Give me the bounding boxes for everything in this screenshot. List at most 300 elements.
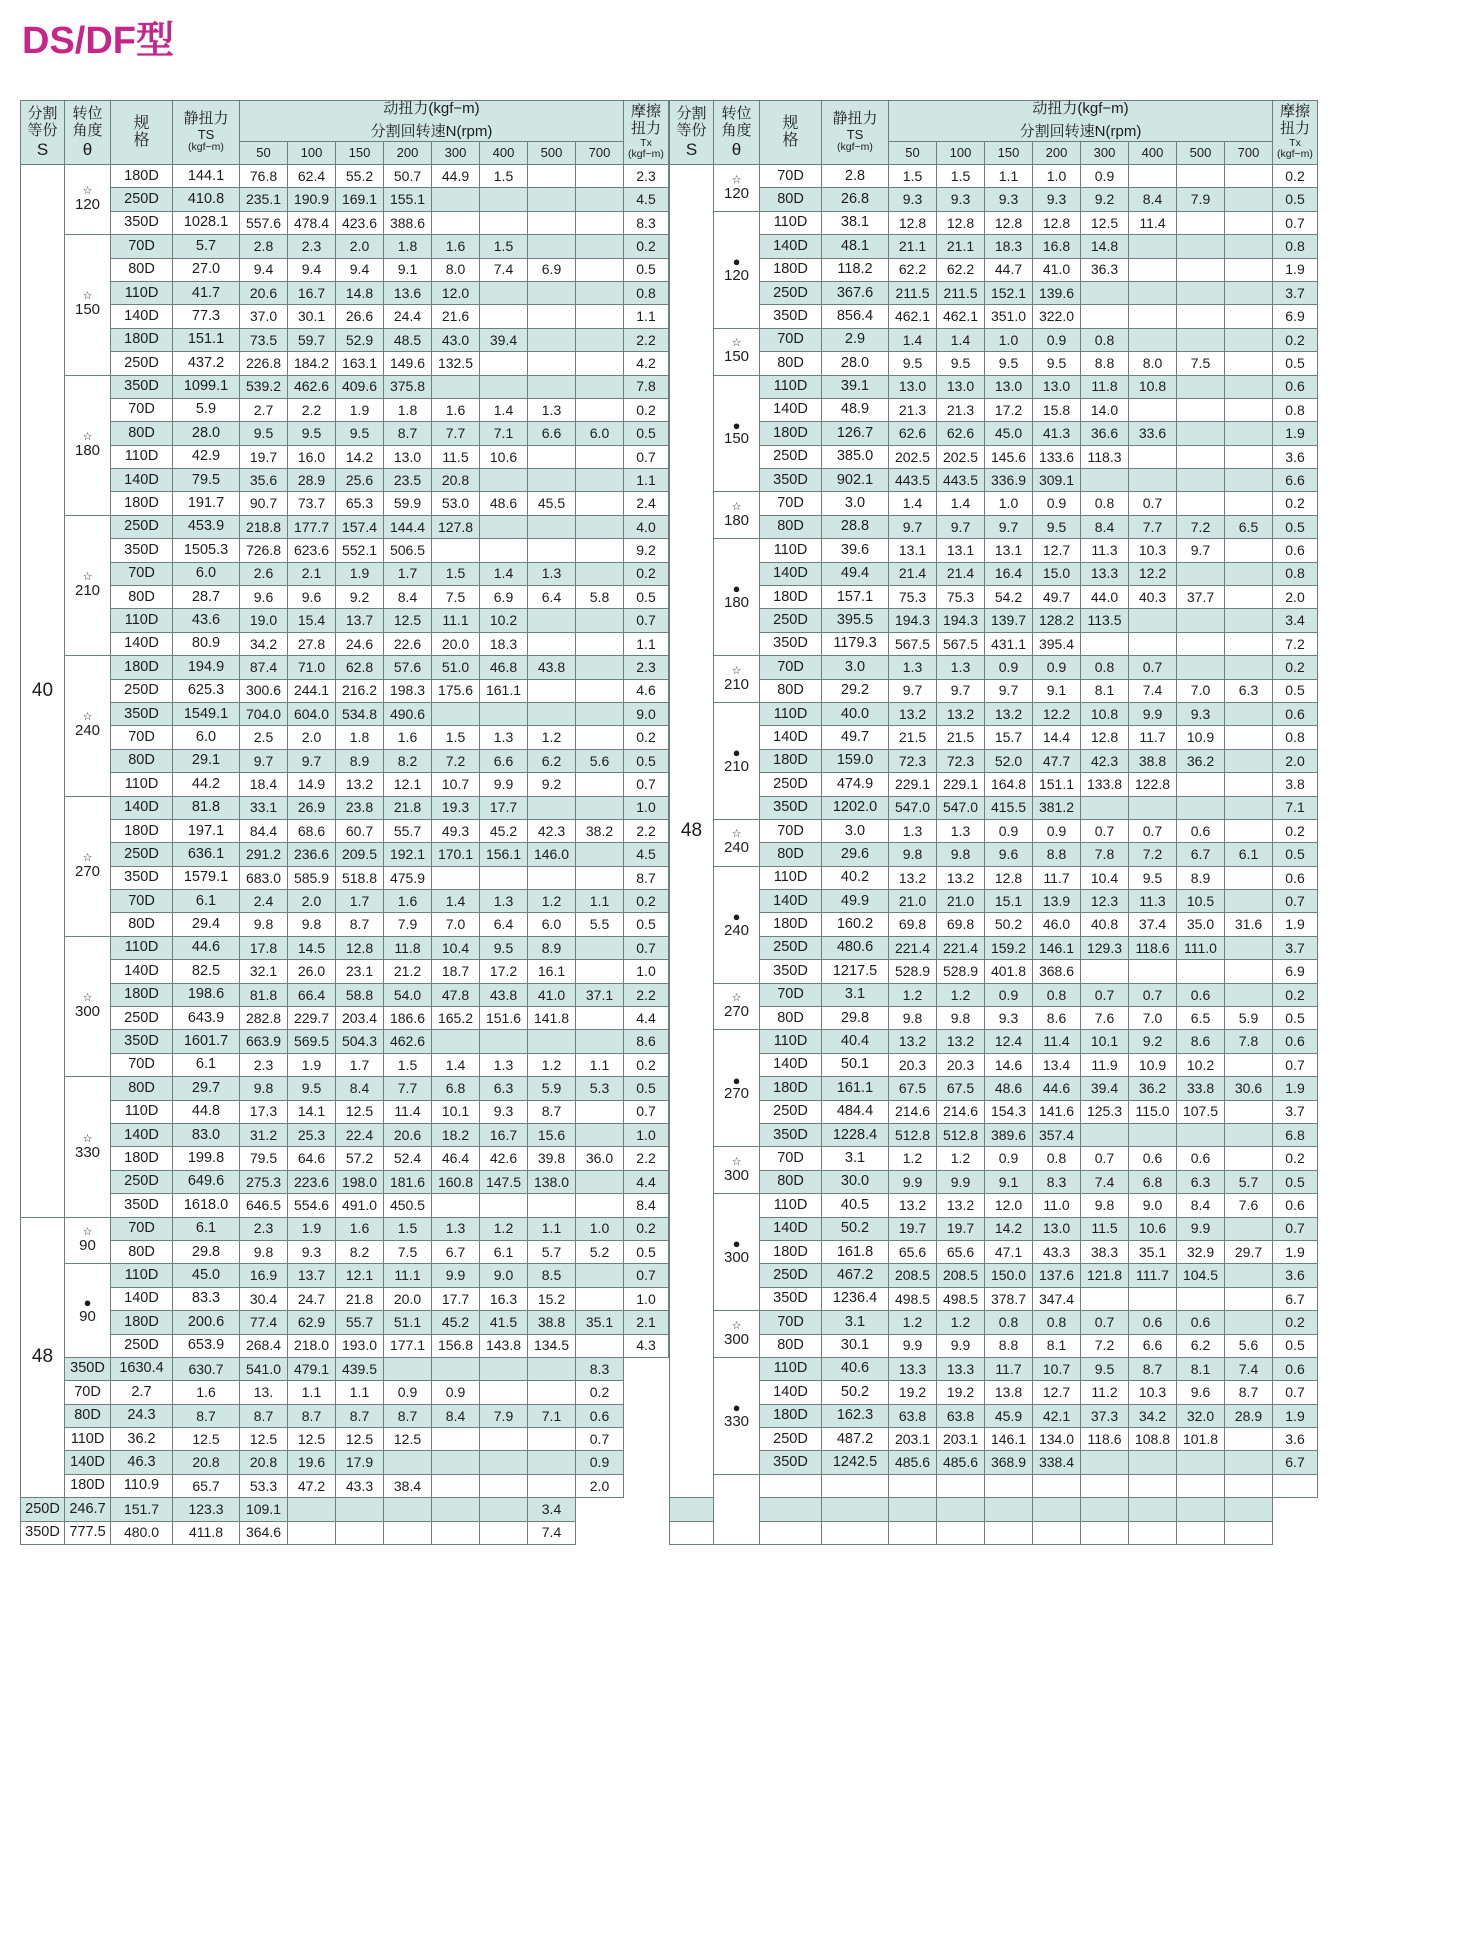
dynamic-torque-cell-150: 409.6: [336, 375, 384, 398]
friction-torque-cell: 1.0: [624, 796, 669, 819]
dynamic-torque-cell-50: 81.8: [240, 983, 288, 1006]
model-spec-cell: 250D: [111, 188, 173, 211]
dynamic-torque-cell-100: 9.5: [288, 422, 336, 445]
table-row: [21, 1053, 669, 1076]
dynamic-torque-cell-500: 6.6: [528, 422, 576, 445]
friction-torque-cell: 0.7: [624, 1264, 669, 1287]
dynamic-torque-cell-150: 8.9: [336, 749, 384, 772]
dynamic-torque-cell-700: [1225, 492, 1273, 515]
dynamic-torque-cell-50: 202.5: [889, 445, 937, 468]
dynamic-torque-cell-200: 388.6: [384, 211, 432, 234]
index-angle-cell: [65, 1077, 111, 1217]
friction-torque-cell: 9.2: [624, 539, 669, 562]
dynamic-torque-cell-400: [480, 539, 528, 562]
table-row: [670, 1311, 1318, 1334]
dynamic-torque-cell-100: 443.5: [937, 469, 985, 492]
dynamic-torque-cell-50: 2.3: [240, 1217, 288, 1240]
dynamic-torque-cell-400: 17.7: [480, 796, 528, 819]
model-spec-cell: 70D: [111, 562, 173, 585]
friction-torque-cell: 0.7: [1273, 1381, 1318, 1404]
friction-torque-cell: 1.0: [624, 1124, 669, 1147]
dynamic-torque-cell-700: [576, 1334, 624, 1357]
static-torque-cell: 48.1: [822, 235, 889, 258]
friction-torque-cell: 1.9: [1273, 913, 1318, 936]
dynamic-torque-cell-100: 13.0: [937, 375, 985, 398]
static-torque-cell: 28.7: [173, 586, 240, 609]
dynamic-torque-cell-150: 12.5: [336, 1100, 384, 1123]
dynamic-torque-cell-100: 202.5: [937, 445, 985, 468]
dynamic-torque-cell-700: [1225, 1287, 1273, 1310]
friction-torque-cell: 0.2: [1273, 164, 1318, 187]
static-torque-cell: 44.6: [173, 936, 240, 959]
dynamic-torque-cell-300: 18.7: [432, 960, 480, 983]
dynamic-torque-cell-150: 157.4: [336, 515, 384, 538]
dynamic-torque-cell-150: 9.1: [985, 1170, 1033, 1193]
angle-value: 150: [74, 301, 101, 319]
dynamic-torque-cell-150: 1.9: [336, 562, 384, 585]
table-row: [670, 1498, 1318, 1521]
dynamic-torque-cell-500: 6.5: [1177, 1007, 1225, 1030]
dynamic-torque-cell-300: 20.8: [432, 469, 480, 492]
dynamic-torque-cell-500: [528, 328, 576, 351]
dot-icon: ●: [732, 1072, 741, 1088]
model-spec-cell: 80D: [760, 352, 822, 375]
model-spec-cell: 250D: [760, 1100, 822, 1123]
static-torque-cell: 28.0: [173, 422, 240, 445]
dynamic-torque-cell-400: [1129, 235, 1177, 258]
dynamic-torque-cell-200: 0.9: [1033, 656, 1081, 679]
friction-torque-cell: 0.2: [1273, 328, 1318, 351]
model-spec-cell: 350D: [111, 211, 173, 234]
header-dynamic-torque: 动扭力(kgf−m) 分割回转速N(rpm): [240, 101, 624, 142]
dynamic-torque-cell-400: 161.1: [480, 679, 528, 702]
dynamic-torque-cell-200: 8.8: [1033, 843, 1081, 866]
dynamic-torque-cell-500: 33.8: [1177, 1077, 1225, 1100]
dynamic-torque-cell-200: 1.5: [384, 1053, 432, 1076]
dynamic-torque-cell-500: [1177, 469, 1225, 492]
static-torque-cell: 636.1: [173, 843, 240, 866]
dynamic-torque-cell-300: [1033, 1498, 1081, 1521]
table-row: [670, 445, 1318, 468]
static-torque-cell: 29.7: [173, 1077, 240, 1100]
model-spec-cell: 250D: [111, 515, 173, 538]
static-torque-cell: 49.7: [822, 726, 889, 749]
dynamic-torque-cell-150: 364.6: [240, 1521, 288, 1544]
static-torque-cell: 3.0: [822, 819, 889, 842]
dynamic-torque-cell-200: 7.7: [384, 1077, 432, 1100]
dynamic-torque-cell-300: 6.8: [432, 1077, 480, 1100]
static-torque-cell: 484.4: [822, 1100, 889, 1123]
dynamic-torque-cell-700: 38.2: [576, 819, 624, 842]
model-spec-cell: 350D: [760, 632, 822, 655]
dynamic-torque-cell-150: 9.5: [985, 352, 1033, 375]
table-row: [670, 515, 1318, 538]
static-torque-cell: 1242.5: [822, 1451, 889, 1474]
star-icon: ☆: [731, 1319, 742, 1332]
model-spec-cell: 110D: [760, 375, 822, 398]
dynamic-torque-cell-400: [480, 281, 528, 304]
static-torque-cell: 480.6: [822, 936, 889, 959]
dynamic-torque-cell-500: [1177, 632, 1225, 655]
dynamic-torque-cell-300: 12.8: [1081, 726, 1129, 749]
dynamic-torque-cell-700: [1225, 328, 1273, 351]
dynamic-torque-cell-150: 47.1: [985, 1240, 1033, 1263]
dynamic-torque-cell-400: [1129, 960, 1177, 983]
dynamic-torque-cell-500: [480, 1474, 528, 1497]
dynamic-torque-cell-100: 194.3: [937, 609, 985, 632]
dynamic-torque-cell-300: 13.3: [1081, 562, 1129, 585]
dynamic-torque-cell-150: 1.9: [336, 398, 384, 421]
dynamic-torque-cell-300: 129.3: [1081, 936, 1129, 959]
dynamic-torque-cell-100: 20.3: [937, 1053, 985, 1076]
dynamic-torque-cell-150: 1.7: [336, 890, 384, 913]
dynamic-torque-cell-400: 48.6: [480, 492, 528, 515]
dynamic-torque-cell-500: [432, 1521, 480, 1544]
dynamic-torque-cell-50: 18.4: [240, 773, 288, 796]
dynamic-torque-cell-50: 9.5: [240, 422, 288, 445]
dynamic-torque-cell-200: 0.9: [1033, 819, 1081, 842]
dynamic-torque-cell-300: 0.8: [1081, 328, 1129, 351]
dynamic-torque-cell-200: 51.1: [384, 1311, 432, 1334]
table-row: [670, 422, 1318, 445]
dynamic-torque-cell-300: 7.2: [1081, 1334, 1129, 1357]
dynamic-torque-cell-500: 6.3: [1177, 1170, 1225, 1193]
dynamic-torque-cell-50: 2.3: [240, 1053, 288, 1076]
dynamic-torque-cell-150: 15.7: [985, 726, 1033, 749]
index-angle-cell: [714, 1357, 760, 1474]
dynamic-torque-cell-400: 108.8: [1129, 1428, 1177, 1451]
dynamic-torque-cell-200: 12.1: [384, 773, 432, 796]
dynamic-torque-cell-700: [576, 1124, 624, 1147]
model-spec-cell: 140D: [760, 235, 822, 258]
dynamic-torque-cell-500: 7.5: [1177, 352, 1225, 375]
dynamic-torque-cell-400: [1129, 1474, 1177, 1497]
friction-torque-cell: 0.5: [1273, 679, 1318, 702]
friction-torque-cell: 0.5: [1273, 1334, 1318, 1357]
model-spec-cell: 250D: [111, 843, 173, 866]
dynamic-torque-cell-400: 18.3: [480, 632, 528, 655]
dynamic-torque-cell-200: 475.9: [384, 866, 432, 889]
friction-torque-cell: 2.2: [624, 983, 669, 1006]
dynamic-torque-cell-700: [576, 515, 624, 538]
dynamic-torque-cell-50: 16.9: [240, 1264, 288, 1287]
header-speed-400: 400: [1129, 141, 1177, 164]
dynamic-torque-cell-150: 150.0: [985, 1264, 1033, 1287]
dynamic-torque-cell-400: 1.4: [480, 398, 528, 421]
friction-torque-cell: 2.0: [1273, 749, 1318, 772]
dynamic-torque-cell-400: 0.7: [1129, 656, 1177, 679]
header-dynamic-torque: 动扭力(kgf−m) 分割回转速N(rpm): [889, 101, 1273, 142]
dynamic-torque-cell-50: 35.6: [240, 469, 288, 492]
dynamic-torque-cell-50: 34.2: [240, 632, 288, 655]
dynamic-torque-cell-700: 1.1: [576, 890, 624, 913]
dynamic-torque-cell-300: 121.8: [1081, 1264, 1129, 1287]
static-torque-cell: 50.2: [822, 1381, 889, 1404]
friction-torque-cell: 2.0: [576, 1474, 624, 1497]
dynamic-torque-cell-150: 159.2: [985, 936, 1033, 959]
dynamic-torque-cell-50: 72.3: [889, 749, 937, 772]
dynamic-torque-cell-300: 0.9: [384, 1381, 432, 1404]
dynamic-torque-cell-500: [528, 1030, 576, 1053]
friction-torque-cell: 6.6: [1273, 469, 1318, 492]
dynamic-torque-cell-700: [576, 1100, 624, 1123]
table-row: [21, 1240, 669, 1263]
dynamic-torque-cell-50: 2.8: [240, 235, 288, 258]
dynamic-torque-cell-700: [528, 1474, 576, 1497]
dynamic-torque-cell-200: 13.0: [1033, 375, 1081, 398]
dynamic-torque-cell-50: 8.7: [173, 1404, 240, 1427]
dynamic-torque-cell-50: 291.2: [240, 843, 288, 866]
dynamic-torque-cell-300: 42.3: [1081, 749, 1129, 772]
dynamic-torque-cell-500: 9.2: [528, 773, 576, 796]
table-row: [21, 211, 669, 234]
friction-torque-cell: 0.8: [1273, 562, 1318, 585]
table-row: [670, 352, 1318, 375]
star-icon: ☆: [82, 430, 93, 443]
dynamic-torque-cell-300: 1.4: [432, 890, 480, 913]
dynamic-torque-cell-500: [1177, 609, 1225, 632]
dynamic-torque-cell-300: 11.3: [1081, 539, 1129, 562]
model-spec-cell: 70D: [111, 1053, 173, 1076]
dynamic-torque-cell-150: 9.7: [985, 515, 1033, 538]
dynamic-torque-cell-200: 11.8: [384, 936, 432, 959]
static-torque-cell: 49.9: [822, 890, 889, 913]
dynamic-torque-cell-150: 55.7: [336, 1311, 384, 1334]
dynamic-torque-cell-400: 8.0: [1129, 352, 1177, 375]
static-torque-cell: 43.6: [173, 609, 240, 632]
dynamic-torque-cell-50: 229.1: [889, 773, 937, 796]
dynamic-torque-cell-150: 25.6: [336, 469, 384, 492]
dynamic-torque-cell-700: [576, 562, 624, 585]
table-row: [670, 1217, 1318, 1240]
dynamic-torque-cell-500: 104.5: [1177, 1264, 1225, 1287]
friction-torque-cell: 0.9: [576, 1451, 624, 1474]
static-torque-cell: 151.1: [173, 328, 240, 351]
dynamic-torque-cell-50: 208.5: [889, 1264, 937, 1287]
index-angle-cell: [714, 1030, 760, 1147]
dynamic-torque-cell-400: 34.2: [1129, 1404, 1177, 1427]
dynamic-torque-cell-700: [576, 866, 624, 889]
static-torque-cell: 1601.7: [173, 1030, 240, 1053]
dynamic-torque-cell-50: 37.0: [240, 305, 288, 328]
dynamic-torque-cell-300: 38.3: [1081, 1240, 1129, 1263]
dynamic-torque-cell-200: 506.5: [384, 539, 432, 562]
table-row: [670, 305, 1318, 328]
dynamic-torque-cell-100: 512.8: [937, 1124, 985, 1147]
model-spec-cell: 110D: [760, 211, 822, 234]
model-spec-cell: 350D: [111, 702, 173, 725]
dynamic-torque-cell-100: 478.4: [288, 211, 336, 234]
dynamic-torque-cell-400: 11.7: [1129, 726, 1177, 749]
table-row: [670, 375, 1318, 398]
dynamic-torque-cell-300: 36.3: [1081, 258, 1129, 281]
table-row: [21, 1381, 669, 1404]
dynamic-torque-cell-500: 6.2: [1177, 1334, 1225, 1357]
static-torque-cell: 6.1: [173, 890, 240, 913]
dynamic-torque-cell-100: 623.6: [288, 539, 336, 562]
dynamic-torque-cell-400: 1.3: [480, 890, 528, 913]
dynamic-torque-cell-700: [576, 211, 624, 234]
model-spec-cell: 350D: [760, 305, 822, 328]
dynamic-torque-cell-400: [1129, 796, 1177, 819]
table-row: [670, 492, 1318, 515]
model-spec-cell: 140D: [111, 1124, 173, 1147]
angle-value: 210: [74, 582, 101, 600]
dynamic-torque-cell-500: 7.9: [480, 1404, 528, 1427]
dynamic-torque-cell-300: 14.0: [1081, 398, 1129, 421]
dynamic-torque-cell-700: [1225, 1217, 1273, 1240]
dynamic-torque-cell-150: 504.3: [336, 1030, 384, 1053]
friction-torque-cell: 0.6: [1273, 1357, 1318, 1380]
dynamic-torque-cell-200: 1.7: [384, 562, 432, 585]
friction-torque-cell: 0.5: [624, 586, 669, 609]
dynamic-torque-cell-400: [1129, 328, 1177, 351]
table-row: [670, 188, 1318, 211]
dynamic-torque-cell-300: 45.2: [432, 1311, 480, 1334]
header-speed-700: 700: [1225, 141, 1273, 164]
dynamic-torque-cell-200: 146.1: [1033, 936, 1081, 959]
dynamic-torque-cell-200: 13.0: [384, 445, 432, 468]
dynamic-torque-cell-150: 23.8: [336, 796, 384, 819]
friction-torque-cell: 2.3: [624, 656, 669, 679]
table-row: [21, 1474, 669, 1497]
table-row: [21, 1264, 669, 1287]
dynamic-torque-cell-500: [528, 281, 576, 304]
dot-icon: ●: [732, 254, 741, 270]
star-icon: ☆: [731, 828, 742, 841]
dynamic-torque-cell-400: 11.4: [1129, 211, 1177, 234]
dynamic-torque-cell-200: 49.7: [1033, 586, 1081, 609]
dynamic-torque-cell-100: 13.1: [937, 539, 985, 562]
header-speed-200: 200: [1033, 141, 1081, 164]
dynamic-torque-cell-700: [1177, 1521, 1225, 1544]
dynamic-torque-cell-700: [1225, 1451, 1273, 1474]
table-row: [21, 936, 669, 959]
dynamic-torque-cell-50: 90.7: [240, 492, 288, 515]
dynamic-torque-cell-700: 5.3: [576, 1077, 624, 1100]
dynamic-torque-cell-200: 9.5: [1033, 352, 1081, 375]
dynamic-torque-cell-200: 141.6: [1033, 1100, 1081, 1123]
dynamic-torque-cell-500: 8.9: [528, 936, 576, 959]
dynamic-torque-cell-400: 6.6: [1129, 1334, 1177, 1357]
dynamic-torque-cell-100: 411.8: [173, 1521, 240, 1544]
dynamic-torque-cell-100: 13.3: [937, 1357, 985, 1380]
dynamic-torque-cell-300: 10.1: [432, 1100, 480, 1123]
friction-torque-cell: 8.6: [624, 1030, 669, 1053]
model-spec-cell: 140D: [111, 960, 173, 983]
dynamic-torque-cell-200: 42.1: [1033, 1404, 1081, 1427]
dynamic-torque-cell-700: [1225, 632, 1273, 655]
dynamic-torque-cell-200: 13.0: [1033, 1217, 1081, 1240]
dynamic-torque-cell-100: 62.9: [288, 1311, 336, 1334]
dynamic-torque-cell-500: 36.2: [1177, 749, 1225, 772]
dynamic-torque-cell-150: 389.6: [985, 1124, 1033, 1147]
model-spec-cell: 250D: [760, 1264, 822, 1287]
dynamic-torque-cell-400: 7.7: [1129, 515, 1177, 538]
dynamic-torque-cell-700: [1225, 164, 1273, 187]
dynamic-torque-cell-300: 17.7: [432, 1287, 480, 1310]
dynamic-torque-cell-300: [1081, 1124, 1129, 1147]
table-row: [670, 539, 1318, 562]
static-torque-cell: 1099.1: [173, 375, 240, 398]
dynamic-torque-cell-100: 229.7: [288, 1007, 336, 1030]
dynamic-torque-cell-700: [1225, 609, 1273, 632]
dynamic-torque-cell-150: 109.1: [240, 1498, 288, 1521]
dynamic-torque-cell-500: 32.0: [1177, 1404, 1225, 1427]
dynamic-torque-cell-50: 19.7: [240, 445, 288, 468]
dynamic-torque-cell-100: 24.7: [288, 1287, 336, 1310]
model-spec-cell: 140D: [111, 469, 173, 492]
dynamic-torque-cell-500: [1177, 328, 1225, 351]
dynamic-torque-cell-100: 14.9: [288, 773, 336, 796]
dynamic-torque-cell-300: 0.7: [1081, 983, 1129, 1006]
dynamic-torque-cell-700: 6.3: [1225, 679, 1273, 702]
dynamic-torque-cell-50: 1.5: [889, 164, 937, 187]
dynamic-torque-cell-400: 10.6: [480, 445, 528, 468]
dynamic-torque-cell-700: [1225, 702, 1273, 725]
dynamic-torque-cell-200: 368.6: [1033, 960, 1081, 983]
dynamic-torque-cell-300: 51.0: [432, 656, 480, 679]
dynamic-torque-cell-100: 223.6: [288, 1170, 336, 1193]
static-torque-cell: 1228.4: [822, 1124, 889, 1147]
table-row: [21, 819, 669, 842]
model-spec-cell: 70D: [65, 1381, 111, 1404]
angle-value: 240: [723, 839, 750, 857]
dynamic-torque-cell-150: 401.8: [985, 960, 1033, 983]
dynamic-torque-cell-300: 37.3: [1081, 1404, 1129, 1427]
dynamic-torque-cell-500: [528, 305, 576, 328]
dynamic-torque-cell-500: 1.3: [528, 562, 576, 585]
friction-torque-cell: 1.9: [1273, 258, 1318, 281]
dynamic-torque-cell-700: [576, 960, 624, 983]
dynamic-torque-cell-200: 20.6: [384, 1124, 432, 1147]
model-spec-cell: 350D: [21, 1521, 65, 1544]
header-speed-150: 150: [985, 141, 1033, 164]
dynamic-torque-cell-400: 0.6: [1129, 1311, 1177, 1334]
dynamic-torque-cell-150: 9.5: [336, 422, 384, 445]
model-spec-cell: 140D: [760, 398, 822, 421]
dynamic-torque-cell-100: 541.0: [240, 1357, 288, 1380]
static-torque-cell: 49.4: [822, 562, 889, 585]
dynamic-torque-cell-150: 44.7: [985, 258, 1033, 281]
dynamic-torque-cell-150: 13.2: [336, 773, 384, 796]
table-row: [670, 1077, 1318, 1100]
dynamic-torque-cell-50: 76.8: [240, 164, 288, 187]
dynamic-torque-cell-500: [528, 211, 576, 234]
dynamic-torque-cell-500: 138.0: [528, 1170, 576, 1193]
dynamic-torque-cell-300: 125.3: [1081, 1100, 1129, 1123]
dynamic-torque-cell-200: 24.4: [384, 305, 432, 328]
dynamic-torque-cell-100: 2.0: [288, 890, 336, 913]
header-speed-300: 300: [432, 141, 480, 164]
dynamic-torque-cell-300: 170.1: [432, 843, 480, 866]
table-row: [21, 796, 669, 819]
dynamic-torque-cell-100: 9.7: [288, 749, 336, 772]
dynamic-torque-cell-50: 67.5: [889, 1077, 937, 1100]
model-spec-cell: 180D: [760, 913, 822, 936]
model-spec-cell: 140D: [111, 632, 173, 655]
model-spec-cell: 180D: [111, 328, 173, 351]
dynamic-torque-cell-150: 8.7: [336, 913, 384, 936]
dynamic-torque-cell-50: 1.2: [889, 1311, 937, 1334]
dynamic-torque-cell-50: 218.8: [240, 515, 288, 538]
table-row: [670, 1357, 1318, 1380]
dynamic-torque-cell-700: [1225, 936, 1273, 959]
model-spec-cell: 70D: [760, 1147, 822, 1170]
dynamic-torque-cell-50: 9.3: [889, 188, 937, 211]
dynamic-torque-cell-400: 7.1: [480, 422, 528, 445]
dynamic-torque-cell-400: [480, 211, 528, 234]
